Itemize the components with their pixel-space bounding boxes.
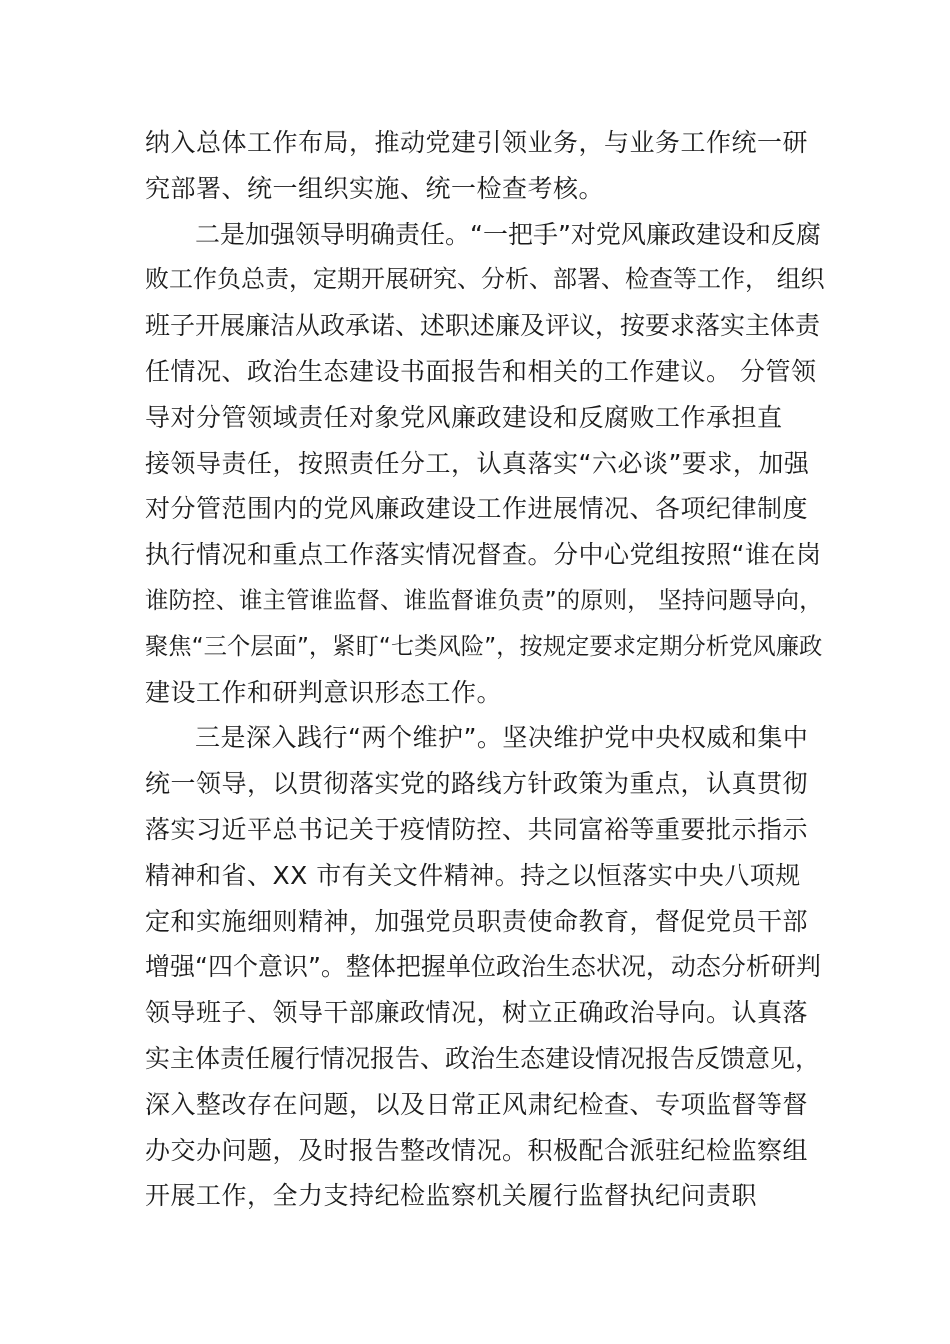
text-line: 二是加强领导明确责任。“一把手”对党风廉政建设和反腐 xyxy=(195,219,821,249)
text-line: 聚焦“三个层面”，紧盯“七类风险”，按规定要求定期分析党风廉政 xyxy=(145,632,823,660)
text-line: 纳入总体工作布局，推动党建引领业务，与业务工作统一研 xyxy=(145,128,809,157)
text-line: 败工作负总责，定期开展研究、分析、部署、检查等工作， 组织 xyxy=(145,265,825,294)
text-line: 班子开展廉洁从政承诺、述职述廉及评议，按要求落实主体责 xyxy=(145,311,821,341)
text-line: 接领导责任，按照责任分工，认真落实“六必谈”要求，加强 xyxy=(145,448,810,478)
text-line: 开展工作，全力支持纪检监察机关履行监督执纪问责职 xyxy=(145,1181,758,1211)
text-line: 领导班子、领导干部廉政情况，树立正确政治导向。认真落 xyxy=(145,998,809,1028)
text-line: 统一领导，以贯彻落实党的路线方针政策为重点，认真贯彻 xyxy=(145,769,809,799)
text-line: 落实习近平总书记关于疫情防控、共同富裕等重要批示指示 xyxy=(145,814,809,844)
text-line: 建设工作和研判意识形态工作。 xyxy=(145,677,503,707)
text-line: 增强“四个意识”。整体把握单位政治生态状况，动态分析研判 xyxy=(145,952,821,982)
text-line: 三是深入践行“两个维护”。坚决维护党中央权威和集中 xyxy=(195,723,809,753)
document-body xyxy=(145,120,825,1219)
text-line: 实主体责任履行情况报告、政治生态建设情况报告反馈意见， xyxy=(145,1043,821,1073)
text-line: 谁防控、谁主管谁监督、谁监督谁负责”的原则， 坚持问题导向， xyxy=(145,585,823,614)
text-line: 对分管范围内的党风廉政建设工作进展情况、各项纪律制度 xyxy=(145,494,809,524)
text-line: 究部署、统一组织实施、统一检查考核。 xyxy=(145,173,605,203)
text-line: 精神和省、XX 市有关文件精神。持之以恒落实中央八项规 xyxy=(145,860,801,890)
text-line: 定和实施细则精神，加强党员职责使命教育，督促党员干部 xyxy=(145,906,809,936)
text-line: 任情况、政治生态建设书面报告和相关的工作建议。 分管领 xyxy=(145,356,817,386)
text-line: 导对分管领域责任对象党风廉政建设和反腐败工作承担直 xyxy=(145,402,783,432)
text-line: 执行情况和重点工作落实情况督查。分中心党组按照“谁在岗 xyxy=(145,540,822,570)
text-line: 办交办问题，及时报告整改情况。积极配合派驻纪检监察组 xyxy=(145,1135,809,1165)
text-line: 深入整改存在问题，以及日常正风肃纪检查、专项监督等督 xyxy=(145,1089,809,1119)
